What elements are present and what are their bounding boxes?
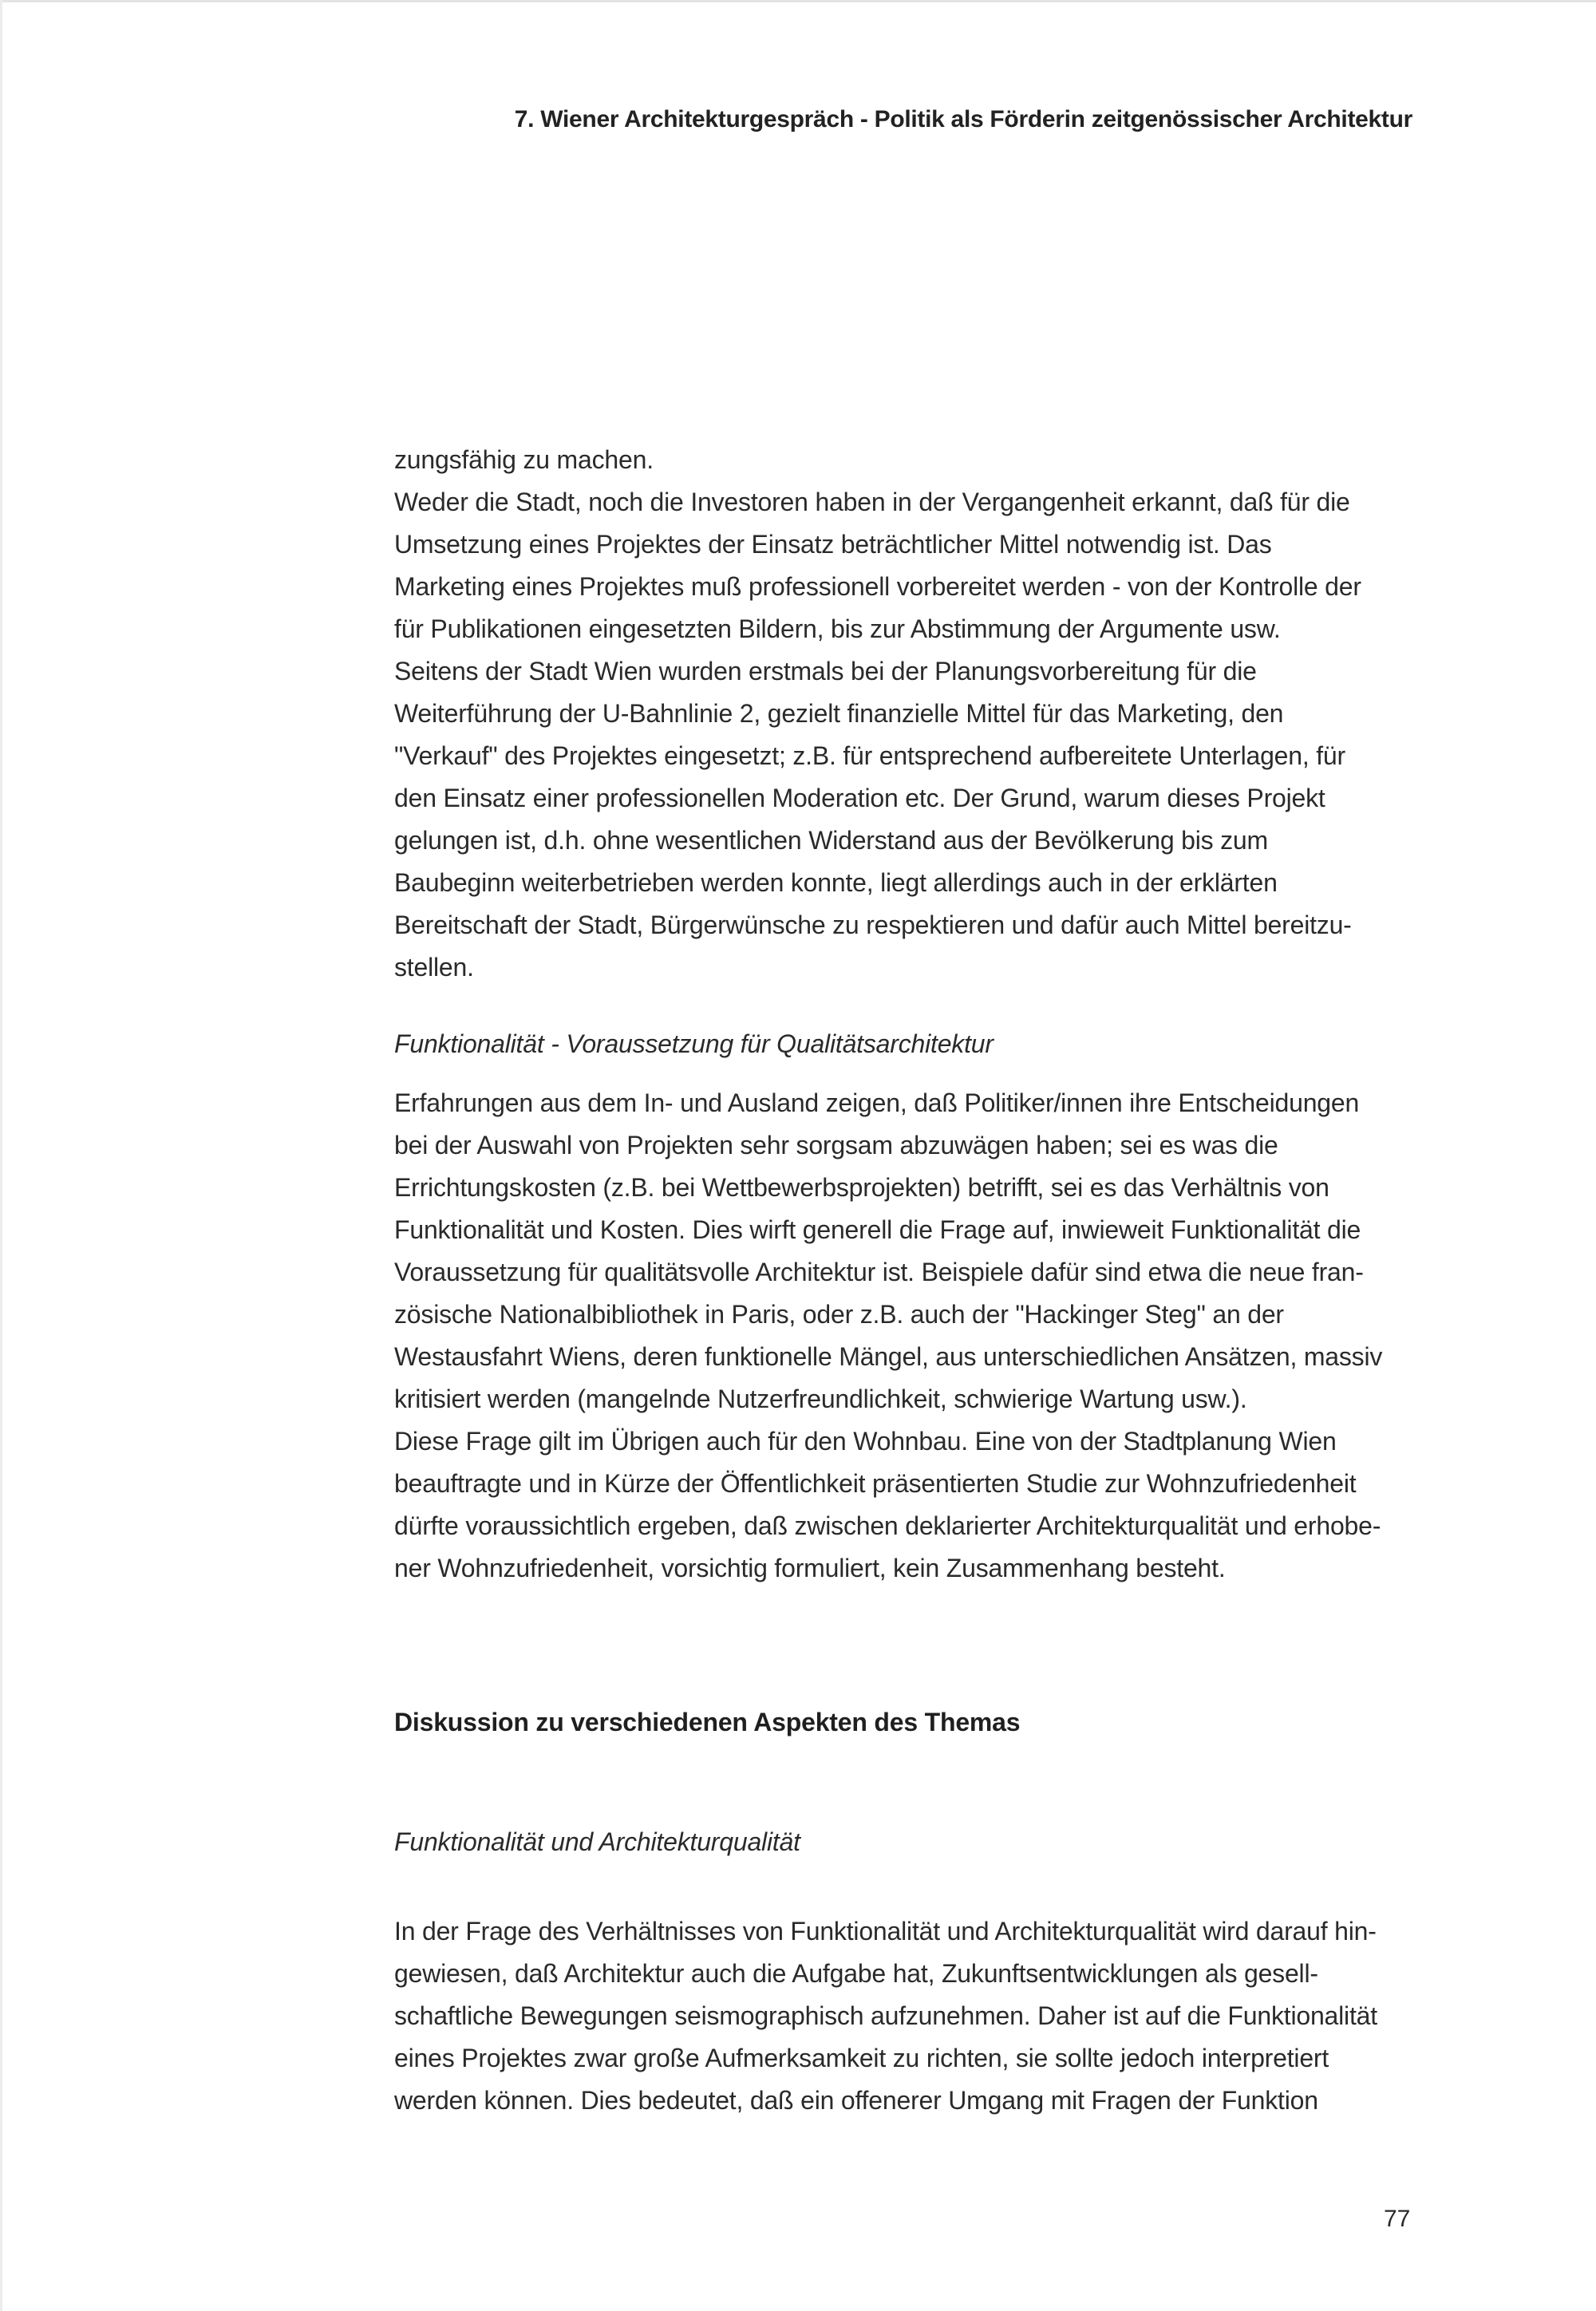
text-line: gewiesen, daß Architektur auch die Aufgabe hat, Zukunftsentwicklungen als gesell- (394, 1959, 1318, 1988)
scan-edge-left (0, 0, 2, 2311)
text-line: In der Frage des Verhältnisses von Funktionalität und Architekturqualität wird darauf hin- (394, 1917, 1377, 1946)
text-line: zungsfähig zu machen. (394, 445, 654, 474)
text-line: Errichtungskosten (z.B. bei Wettbewerbsprojekten) betrifft, sei es das Verhältnis von (394, 1173, 1329, 1202)
text-line: Bereitschaft der Stadt, Bürgerwünsche zu respektieren und dafür auch Mittel bereitzu- (394, 911, 1352, 939)
text-line: Weiterführung der U-Bahnlinie 2, gezielt finanzielle Mittel für das Marketing, den (394, 699, 1284, 728)
text-line: gelungen ist, d.h. ohne wesentlichen Widerstand aus der Bevölkerung bis zum (394, 826, 1268, 855)
text-line: dürfte voraussichtlich ergeben, daß zwischen deklarierter Architekturqualität und erhobe- (394, 1511, 1381, 1540)
text-line: Baubeginn weiterbetrieben werden konnte, liegt allerdings auch in der erklärten (394, 868, 1278, 897)
text-line: zösische Nationalbibliothek in Paris, oder z.B. auch der "Hackinger Steg" an der (394, 1300, 1284, 1329)
text-line: Umsetzung eines Projektes der Einsatz beträchtlicher Mittel notwendig ist. Das (394, 530, 1272, 559)
running-header: 7. Wiener Architekturgespräch - Politik als Förderin zeitgenössischer Architektur (514, 106, 1412, 132)
text-line: werden können. Dies bedeutet, daß ein offenerer Umgang mit Fragen der Funktion (394, 2086, 1318, 2115)
subheading-funktionalitaet-architekturqualitaet: Funktionalität und Architekturqualität (394, 1827, 800, 1856)
page-number: 77 (1384, 2206, 1411, 2232)
subheading-funktionalitaet-voraussetzung: Funktionalität - Voraussetzung für Qualitätsarchitektur (394, 1029, 994, 1058)
paragraph-marketing (394, 439, 1408, 989)
text-line: für Publikationen eingesetzten Bildern, bis zur Abstimmung der Argumente usw. (394, 614, 1281, 643)
text-line: stellen. (394, 953, 474, 982)
text-line: Funktionalität und Kosten. Dies wirft generell die Frage auf, inwieweit Funktionalität die (394, 1215, 1361, 1244)
scan-edge-top (0, 0, 1596, 2)
paragraph-funktionalitaet (394, 1082, 1408, 1590)
text-line: Marketing eines Projektes muß professionell vorbereitet werden - von der Kontrolle der (394, 572, 1361, 601)
text-line: Diese Frage gilt im Übrigen auch für den Wohnbau. Eine von der Stadtplanung Wien (394, 1427, 1337, 1456)
text-line: Seitens der Stadt Wien wurden erstmals bei der Planungsvorbereitung für die (394, 657, 1257, 685)
text-line: bei der Auswahl von Projekten sehr sorgsam abzuwägen haben; sei es was die (394, 1131, 1278, 1159)
paragraph-diskussion (394, 1910, 1408, 2122)
text-line: schaftliche Bewegungen seismographisch aufzunehmen. Daher ist auf die Funktionalität (394, 2001, 1377, 2030)
text-line: eines Projektes zwar große Aufmerksamkeit zu richten, sie sollte jedoch interpretiert (394, 2044, 1329, 2072)
text-line: Voraussetzung für qualitätsvolle Architektur ist. Beispiele dafür sind etwa die neue fran- (394, 1258, 1364, 1286)
text-line: Erfahrungen aus dem In- und Ausland zeigen, daß Politiker/innen ihre Entscheidungen (394, 1088, 1360, 1117)
text-line: beauftragte und in Kürze der Öffentlichkeit präsentierten Studie zur Wohnzufriedenheit (394, 1469, 1357, 1498)
text-line: Weder die Stadt, noch die Investoren haben in der Vergangenheit erkannt, daß für die (394, 488, 1350, 516)
text-line: Westausfahrt Wiens, deren funktionelle Mängel, aus unterschiedlichen Ansätzen, massiv (394, 1342, 1383, 1371)
text-line: den Einsatz einer professionellen Moderation etc. Der Grund, warum dieses Projekt (394, 784, 1325, 812)
text-line: "Verkauf" des Projektes eingesetzt; z.B. für entsprechend aufbereitete Unterlagen, für (394, 741, 1345, 770)
text-line: kritisiert werden (mangelnde Nutzerfreundlichkeit, schwierige Wartung usw.). (394, 1385, 1247, 1413)
section-title: Diskussion zu verschiedenen Aspekten des Themas (394, 1708, 1021, 1736)
text-line: ner Wohnzufriedenheit, vorsichtig formuliert, kein Zusammenhang besteht. (394, 1554, 1226, 1582)
